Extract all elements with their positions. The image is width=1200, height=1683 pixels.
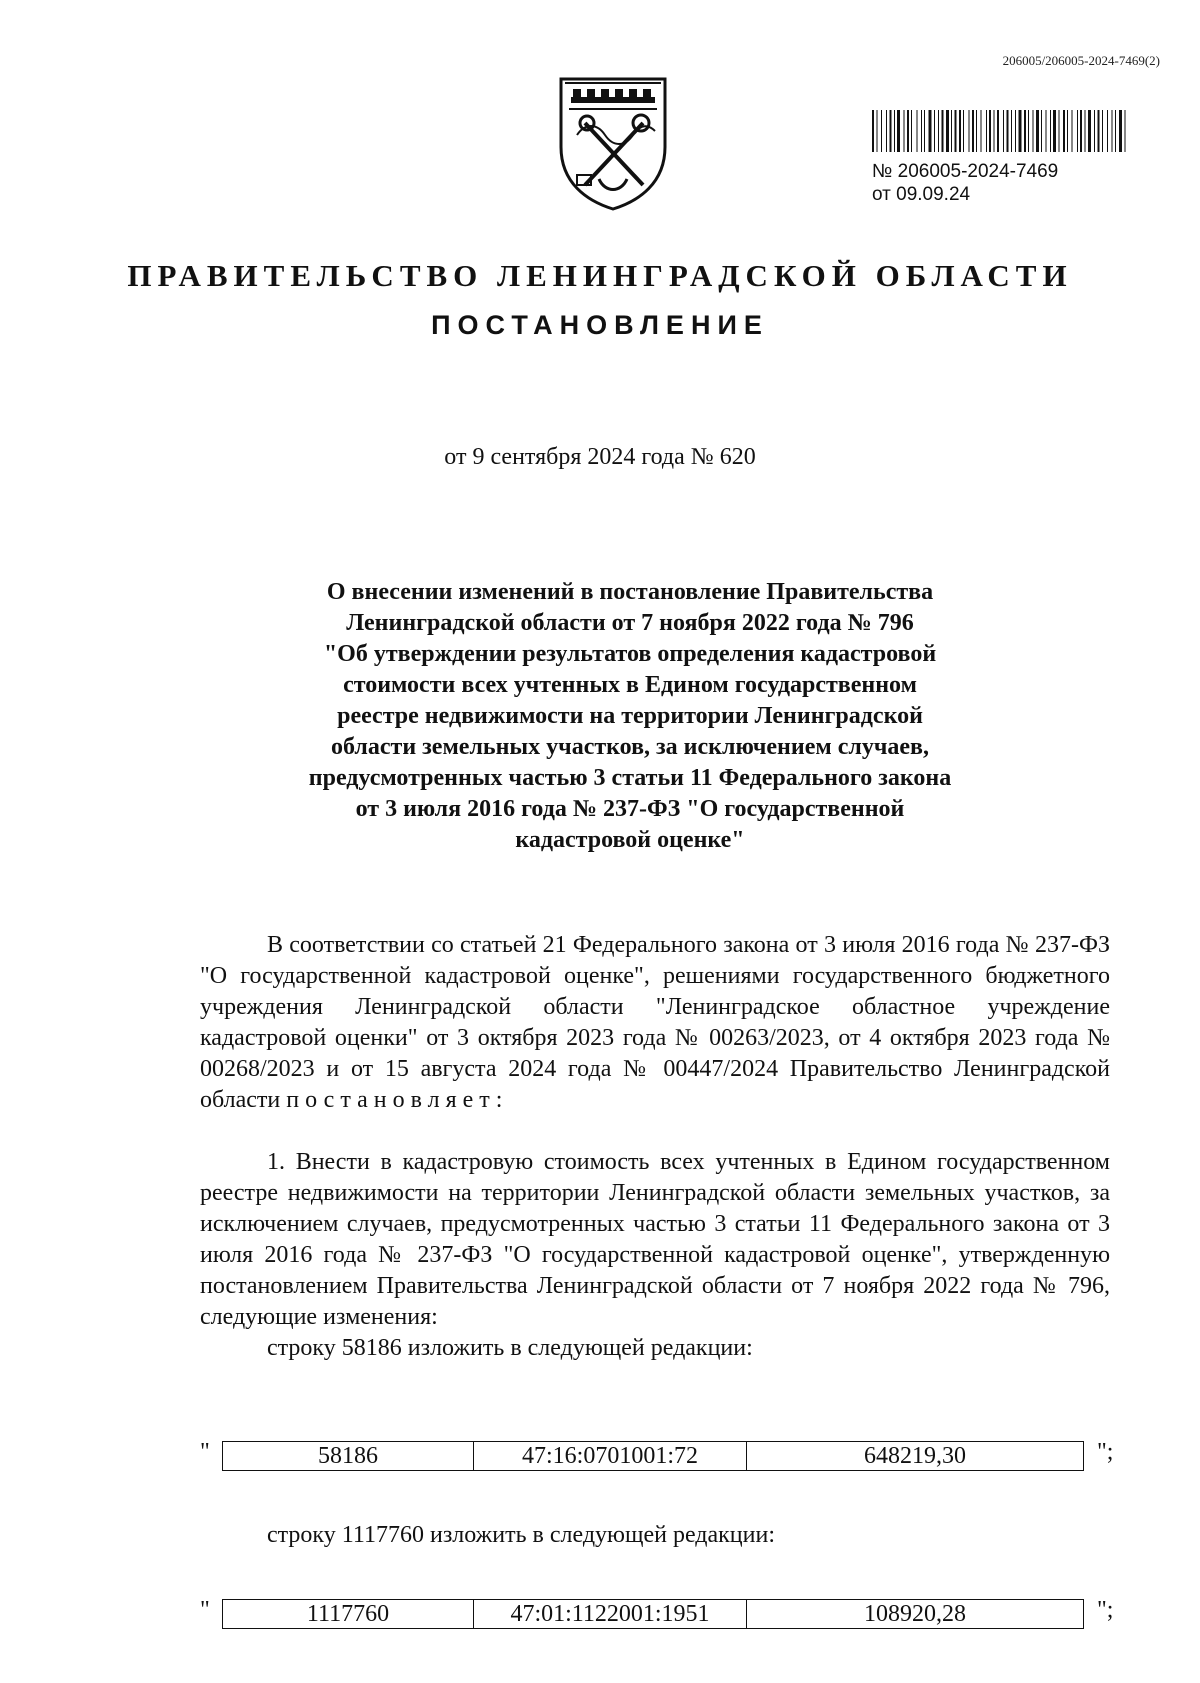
row-box <box>222 1441 1084 1471</box>
table-row <box>200 1597 1130 1627</box>
barcode-icon <box>872 110 1130 152</box>
document-number: № 206005-2024-7469 <box>872 161 1059 182</box>
barcode-bar <box>1094 110 1095 152</box>
barcode-bar <box>872 110 874 152</box>
subject-line: области земельных участков, за исключением случаев, <box>331 734 929 760</box>
barcode-bar <box>1007 110 1009 152</box>
barcode-bar <box>959 110 961 152</box>
barcode-bar <box>989 110 991 152</box>
registration-number: 206005/206005-2024-7469(2) <box>1002 53 1160 68</box>
barcode-bar <box>1003 110 1004 152</box>
barcode-bar <box>1115 110 1116 152</box>
subject-line: кадастровой оценке" <box>515 827 745 853</box>
barcode-bar <box>886 110 887 152</box>
barcode-bar <box>897 110 900 152</box>
barcode-bar <box>955 110 957 152</box>
cadastral-value-cell: 108920,28 <box>864 1601 966 1627</box>
barcode-bar <box>1088 110 1091 152</box>
barcode-bar <box>1085 110 1086 152</box>
cadastral-number-cell: 47:01:1122001:1951 <box>474 1600 747 1628</box>
barcode-bar <box>1046 110 1047 152</box>
barcode-bar <box>981 110 982 152</box>
barcode-bar <box>917 110 918 152</box>
barcode-bar <box>1050 110 1051 152</box>
row-number-cell: 1117760 <box>223 1600 474 1628</box>
subject-line: О внесении изменений в постановление Правительства <box>326 579 934 605</box>
item-1-block <box>200 1147 1110 1364</box>
subject-line: стоимости всех учтенных в Едином государственном <box>343 672 917 698</box>
barcode-bar <box>1072 110 1073 152</box>
quote-close: "; <box>1097 1597 1114 1623</box>
barcode-bar <box>951 110 952 152</box>
subject-line: Ленинградской области от 7 ноября 2022 года № 796 <box>346 610 914 636</box>
barcode-bar <box>881 110 882 152</box>
barcode-bar <box>1019 110 1022 152</box>
subject-line: от 3 июля 2016 года № 237-ФЗ "О государственной <box>355 796 905 822</box>
barcode-bar <box>1015 110 1016 152</box>
barcode-bar <box>963 110 964 152</box>
barcode-bar <box>1112 110 1113 152</box>
barcode-bar <box>929 110 932 152</box>
barcode-bar <box>1098 110 1100 152</box>
preamble-paragraph <box>200 930 1110 1116</box>
decree-word: постановляет: <box>286 1087 509 1113</box>
barcode-bar <box>877 110 878 152</box>
quote-open: " <box>200 1439 210 1465</box>
row-number-cell: 58186 <box>223 1442 474 1470</box>
barcode-bar <box>1028 110 1029 152</box>
barcode-bar <box>894 110 895 152</box>
row-box <box>222 1599 1084 1629</box>
row2-intro-block <box>200 1520 1110 1551</box>
cadastral-value-cell: 648219,30 <box>864 1443 966 1469</box>
quote-close: "; <box>1097 1439 1114 1465</box>
subject-line: реестре недвижимости на территории Ленинградской <box>337 703 923 729</box>
barcode-bar <box>1080 110 1082 152</box>
barcode-bar <box>1063 110 1065 152</box>
barcode-bar <box>924 110 925 152</box>
barcode-bar <box>911 110 912 152</box>
cadastral-number-cell: 47:16:0701001:72 <box>474 1442 747 1470</box>
barcode-bar <box>1067 110 1068 152</box>
barcode-bar <box>997 110 999 152</box>
coat-of-arms-icon <box>555 75 671 213</box>
quote-open: " <box>200 1597 210 1623</box>
item-1-paragraph: 1. Внести в кадастровую стоимость всех учтенных в Едином государственном реестре недвижимости на территории Ленинградской области земельных участков, за исключением случаев, предусмотренных частью 3 статьи 11 Федерального закона от 3 июля 2016 года № 237-ФЗ "О государственной кадастровой оценке", утвержденную постановлением Правительства Ленинградской области от 7 ноября 2022 года № 796, следующие изменения: <box>200 1149 1110 1330</box>
decree-subject <box>250 577 1010 856</box>
table-row <box>200 1439 1130 1469</box>
barcode-bar <box>934 110 935 152</box>
row1-intro: строку 58186 изложить в следующей редакции: <box>267 1335 753 1361</box>
barcode-bar <box>1011 110 1012 152</box>
barcode-bar <box>904 110 905 152</box>
barcode-bar <box>1036 110 1039 152</box>
barcode-bar <box>1125 110 1126 152</box>
barcode-bar <box>921 110 922 152</box>
document-number-block <box>872 160 1058 206</box>
decree-date: от 9 сентября 2024 года № 620 <box>444 444 756 470</box>
preamble-block <box>200 930 1110 1116</box>
barcode-bar <box>1024 110 1026 152</box>
barcode-bar <box>1053 110 1056 152</box>
barcode-bar <box>994 110 995 152</box>
barcode-bar <box>942 110 944 152</box>
barcode-bar <box>1059 110 1060 152</box>
barcode-bar <box>938 110 939 152</box>
barcode-bar <box>1077 110 1078 152</box>
barcode-bar <box>907 110 909 152</box>
row2-intro: строку 1117760 изложить в следующей редакции: <box>267 1522 776 1548</box>
document-type: ПОСТАНОВЛЕНИЕ <box>431 310 769 340</box>
government-title: ПРАВИТЕЛЬСТВО ЛЕНИНГРАДСКОЙ ОБЛАСТИ <box>127 258 1073 293</box>
barcode-bar <box>1119 110 1122 152</box>
document-date: от 09.09.24 <box>872 184 971 205</box>
barcode-bar <box>1033 110 1034 152</box>
barcode-bar <box>890 110 892 152</box>
preamble-text: В соответствии со статьей 21 Федерального закона от 3 июля 2016 года № 237-ФЗ "О государственной кадастровой оценке", решениями государственного бюджетного учреждения Ленинградской области "Ленинградское областное учреждение кадастровой оценки" от 3 октября 2023 года № 00263/2023, от 4 октября 2023 года № 00268/2023 и от 15 августа 2024 года № 00447/2024 Правительство Ленинградской области <box>200 932 1110 1113</box>
barcode-bar <box>986 110 987 152</box>
barcode-bar <box>969 110 970 152</box>
barcode-bar <box>1107 110 1108 152</box>
subject-line: "Об утверждении результатов определения кадастровой <box>323 641 937 667</box>
barcode-bar <box>976 110 977 152</box>
barcode-bar <box>972 110 974 152</box>
barcode-bar <box>1102 110 1103 152</box>
barcode-bar <box>1041 110 1042 152</box>
barcode-bar <box>946 110 949 152</box>
subject-line: предусмотренных частью 3 статьи 11 Федерального закона <box>308 765 952 791</box>
